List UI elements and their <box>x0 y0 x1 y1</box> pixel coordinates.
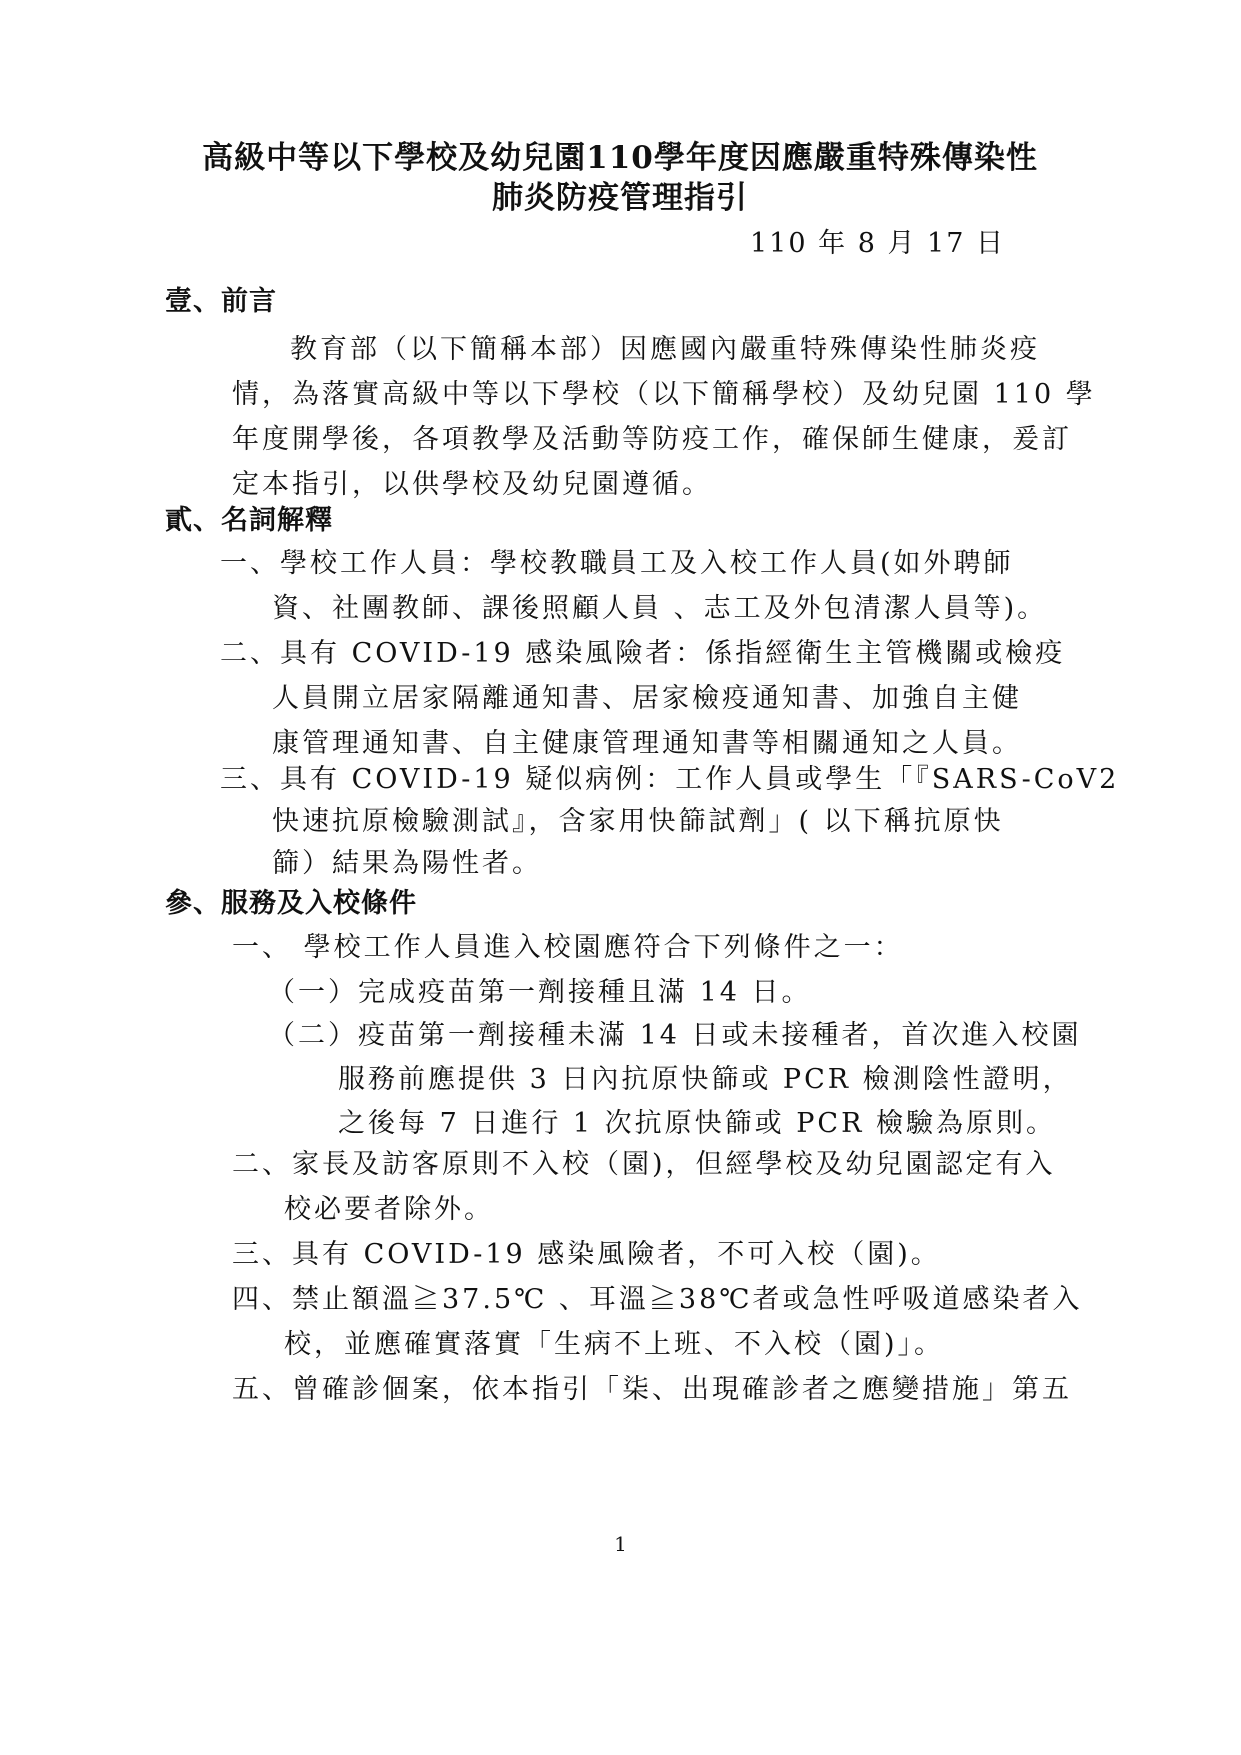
list-item-line: 資、社團教師、課後照顧人員 、志工及外包清潔人員等)。 <box>272 593 1048 624</box>
list-item-line: 一、學校工作人員：學校教職員工及入校工作人員(如外聘師 <box>220 548 1014 579</box>
list-item-line: 服務前應提供 3 日內抗原快篩或 PCR 檢測陰性證明， <box>338 1064 1073 1095</box>
list-item-line: 人員開立居家隔離通知書、居家檢疫通知書、加強自主健 <box>272 683 1022 714</box>
section-heading-definitions: 貳、名詞解釋 <box>165 505 333 536</box>
list-item-line: 校必要者除外。 <box>284 1194 494 1225</box>
list-item-line: 一、 學校工作人員進入校園應符合下列條件之一： <box>232 932 904 963</box>
paragraph-line: 教育部（以下簡稱本部）因應國內嚴重特殊傳染性肺炎疫 <box>290 334 1040 365</box>
list-item-line: 篩）結果為陽性者。 <box>272 848 542 879</box>
page-number: 1 <box>614 1532 627 1556</box>
list-item-line: 康管理通知書、自主健康管理通知書等相關通知之人員。 <box>272 728 1022 759</box>
list-item-line: 二、家長及訪客原則不入校（園)，但經學校及幼兒園認定有入 <box>232 1149 1056 1180</box>
document-date: 110 年 8 月 17 日 <box>750 228 1005 259</box>
list-item-line: 快速抗原檢驗測試』，含家用快篩試劑」( 以下稱抗原快 <box>272 806 1004 837</box>
paragraph-line: 情，為落實高級中等以下學校（以下簡稱學校）及幼兒園 110 學 <box>232 379 1096 410</box>
paragraph-line: 定本指引，以供學校及幼兒園遵循。 <box>232 469 712 500</box>
list-item-line: 之後每 7 日進行 1 次抗原快篩或 PCR 檢驗為原則。 <box>338 1108 1057 1139</box>
list-item-line: （一）完成疫苗第一劑接種且滿 14 日。 <box>268 977 812 1008</box>
list-item-line: 五、曾確診個案，依本指引「柒、出現確診者之應變措施」第五 <box>232 1374 1072 1405</box>
list-item-line: （二）疫苗第一劑接種未滿 14 日或未接種者，首次進入校園 <box>268 1020 1082 1051</box>
document-title-line-1: 高級中等以下學校及幼兒園110學年度因應嚴重特殊傳染性 <box>202 140 1038 176</box>
list-item-line: 二、具有 COVID-19 感染風險者：係指經衛生主管機關或檢疫 <box>220 638 1066 669</box>
section-heading-service-entry: 參、服務及入校條件 <box>165 888 417 919</box>
paragraph-line: 年度開學後，各項教學及活動等防疫工作，確保師生健康，爰訂 <box>232 424 1072 455</box>
section-heading-preface: 壹、前言 <box>165 286 277 317</box>
list-item-line: 四、禁止額溫≧37.5℃ 、耳溫≧38℃者或急性呼吸道感染者入 <box>232 1284 1083 1315</box>
document-title-line-2: 肺炎防疫管理指引 <box>492 180 748 216</box>
list-item-line: 校，並應確實落實「生病不上班、不入校（園)」。 <box>284 1329 945 1360</box>
list-item-line: 三、具有 COVID-19 疑似病例：工作人員或學生「『SARS-CoV2 <box>220 764 1120 795</box>
list-item-line: 三、具有 COVID-19 感染風險者，不可入校（園)。 <box>232 1239 941 1270</box>
